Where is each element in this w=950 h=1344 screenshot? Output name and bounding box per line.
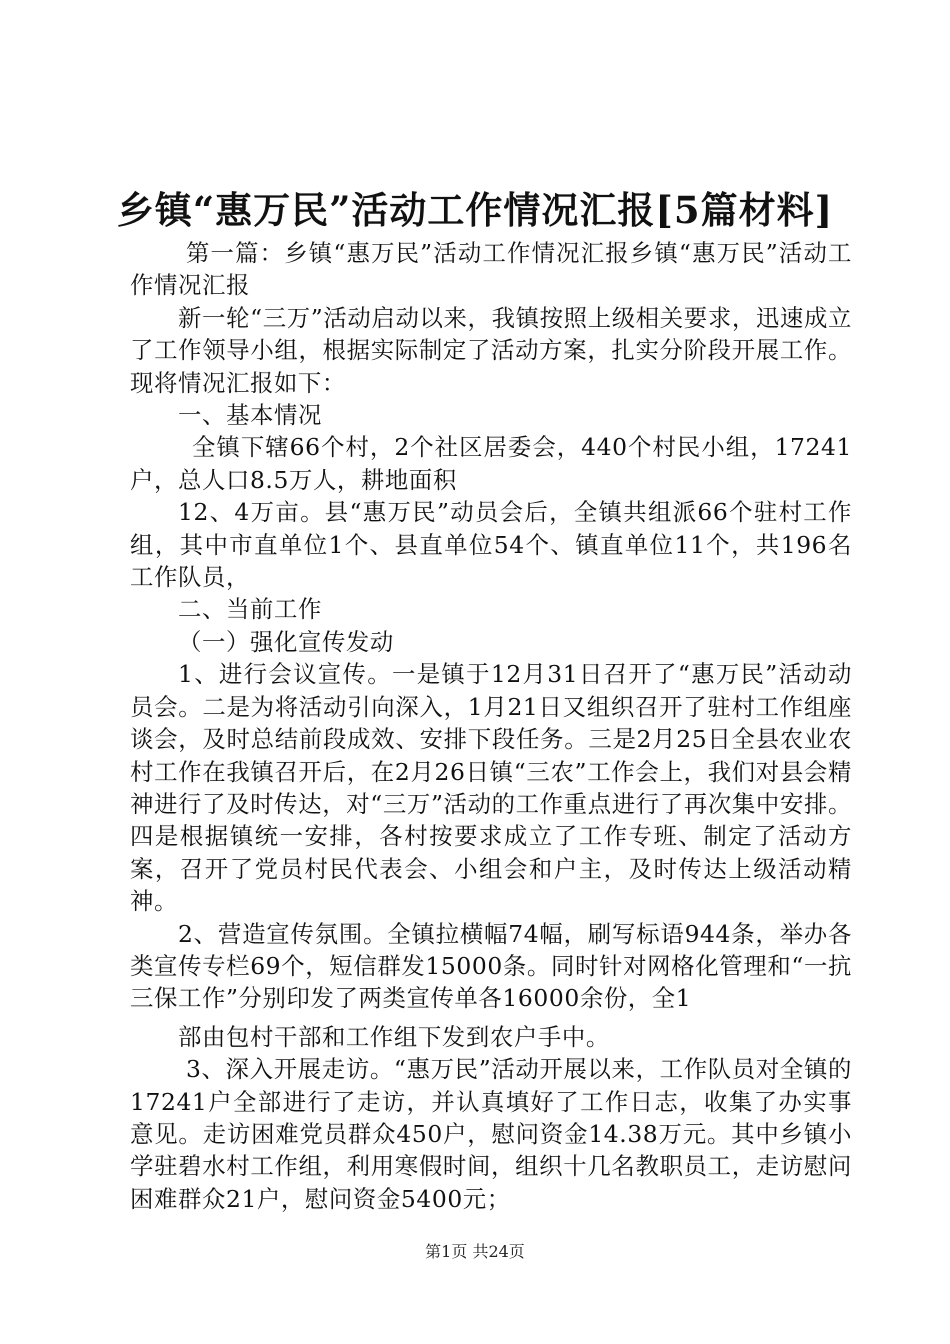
paragraph-intro: 新一轮“三万”活动启动以来，我镇按照上级相关要求，迅速成立了工作领导小组，根据实际制定了活动方案，扎实分阶段开展工作。现将情况汇报如下：	[130, 303, 852, 397]
document-title: 乡镇“惠万民”活动工作情况汇报[5篇材料]	[116, 188, 834, 232]
paragraph-distribution: 部由包村干部和工作组下发到农户手中。	[178, 1022, 610, 1051]
paragraph-meeting-publicity: 1、进行会议宣传。一是镇于12月31日召开了“惠万民”活动动员会。二是为将活动引向深入，1月21日又组织召开了驻村工作组座谈会，及时总结前段成效、安排下段任务。三是2月25日全县农业农村工作在我镇召开后，在2月26日镇“三农”工作会上，我们对县会精神进行了及时传达，对“三万”活动的工作重点进行了再次集中安排。四是根据镇统一安排，各村按要求成立了工作专班、制定了活动方案，召开了党员村民代表会、小组会和户主，及时传达上级活动精神。	[130, 660, 852, 916]
section-heading-basic: 一、基本情况	[178, 401, 322, 430]
paragraph-publicity-atmosphere: 2、营造宣传氛围。全镇拉横幅74幅，刷写标语944条，举办各类宣传专栏69个，短信群发15000条。同时针对网格化管理和“一抗三保工作”分别印发了两类宣传单各16000余份，全1	[130, 919, 852, 1013]
document-body	[130, 237, 852, 1215]
subsection-heading-publicity: （一）强化宣传发动	[178, 627, 394, 656]
paragraph-visits: 3、深入开展走访。“惠万民”活动开展以来，工作队员对全镇的17241户全部进行了走访，并认真填好了工作日志，收集了办实事意见。走访困难党员群众450户，慰问资金14.38万元。其中乡镇小学驻碧水村工作组，利用寒假时间，组织十几名教职员工，走访慰问困难群众21户，慰问资金5400元；	[130, 1055, 852, 1213]
paragraph-basic-info: 全镇下辖66个村，2个社区居委会，440个村民小组，17241户，总人口8.5万人，耕地面积	[130, 433, 852, 494]
section-heading-current: 二、当前工作	[178, 595, 322, 624]
paragraph-heading-part-one: 第一篇：乡镇“惠万民”活动工作情况汇报乡镇“惠万民”活动工作情况汇报	[130, 239, 852, 300]
paragraph-work-teams: 12、4万亩。县“惠万民”动员会后，全镇共组派66个驻村工作组，其中市直单位1个、县直单位54个、镇直单位11个，共196名工作队员，	[130, 498, 852, 592]
page-number-footer: 第1页 共24页	[425, 1242, 525, 1261]
